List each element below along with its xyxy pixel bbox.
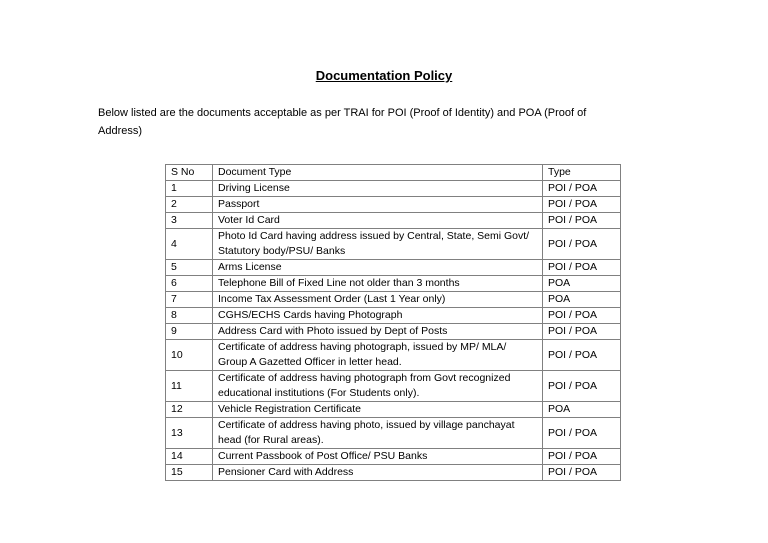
row-type: POI / POA <box>543 449 621 465</box>
row-sno: 10 <box>166 340 213 371</box>
row-document-type: Arms License <box>213 260 543 276</box>
table-row <box>166 276 621 292</box>
row-type: POI / POA <box>543 308 621 324</box>
row-document-type: Income Tax Assessment Order (Last 1 Year only) <box>213 292 543 308</box>
row-type: POA <box>543 276 621 292</box>
row-type: POI / POA <box>543 371 621 402</box>
row-sno: 14 <box>166 449 213 465</box>
table-row <box>166 340 621 371</box>
row-type: POI / POA <box>543 213 621 229</box>
row-document-type: CGHS/ECHS Cards having Photograph <box>213 308 543 324</box>
intro-paragraph: Below listed are the documents acceptable as per TRAI for POI (Proof of Identity) and POA (Proof of Address) <box>98 107 587 137</box>
row-document-type: Address Card with Photo issued by Dept of Posts <box>213 324 543 340</box>
table-row <box>166 213 621 229</box>
table-row <box>166 197 621 213</box>
table-row <box>166 324 621 340</box>
header-type: Type <box>543 165 621 181</box>
row-type: POI / POA <box>543 340 621 371</box>
row-sno: 5 <box>166 260 213 276</box>
documents-table <box>165 164 621 481</box>
table-row <box>166 260 621 276</box>
row-sno: 3 <box>166 213 213 229</box>
row-type: POA <box>543 292 621 308</box>
row-type: POI / POA <box>543 260 621 276</box>
row-type: POI / POA <box>543 229 621 260</box>
row-type: POI / POA <box>543 418 621 449</box>
row-document-type: Driving License <box>213 181 543 197</box>
row-type: POI / POA <box>543 465 621 481</box>
table-row <box>166 371 621 402</box>
row-document-type: Vehicle Registration Certificate <box>213 402 543 418</box>
row-document-type: Voter Id Card <box>213 213 543 229</box>
row-document-type: Current Passbook of Post Office/ PSU Banks <box>213 449 543 465</box>
row-document-type: Photo Id Card having address issued by Central, State, Semi Govt/ Statutory body/PSU/ Banks <box>213 229 543 260</box>
row-document-type: Pensioner Card with Address <box>213 465 543 481</box>
table-row <box>166 229 621 260</box>
row-sno: 13 <box>166 418 213 449</box>
row-document-type: Certificate of address having photograph, issued by MP/ MLA/ Group A Gazetted Officer in letter head. <box>213 340 543 371</box>
row-type: POI / POA <box>543 324 621 340</box>
table-row <box>166 449 621 465</box>
row-sno: 9 <box>166 324 213 340</box>
header-sno: S No <box>166 165 213 181</box>
row-sno: 6 <box>166 276 213 292</box>
table-row <box>166 465 621 481</box>
row-sno: 12 <box>166 402 213 418</box>
row-sno: 4 <box>166 229 213 260</box>
row-sno: 15 <box>166 465 213 481</box>
table-row <box>166 308 621 324</box>
row-type: POA <box>543 402 621 418</box>
table-row <box>166 418 621 449</box>
row-type: POI / POA <box>543 197 621 213</box>
header-document-type: Document Type <box>213 165 543 181</box>
table-header-row <box>166 165 621 181</box>
row-sno: 1 <box>166 181 213 197</box>
row-document-type: Certificate of address having photo, issued by village panchayat head (for Rural areas). <box>213 418 543 449</box>
row-document-type: Telephone Bill of Fixed Line not older than 3 months <box>213 276 543 292</box>
row-type: POI / POA <box>543 181 621 197</box>
table-row <box>166 181 621 197</box>
row-sno: 8 <box>166 308 213 324</box>
table-row <box>166 292 621 308</box>
row-sno: 11 <box>166 371 213 402</box>
row-document-type: Passport <box>213 197 543 213</box>
row-sno: 2 <box>166 197 213 213</box>
table-row <box>166 402 621 418</box>
page-title: Documentation Policy <box>315 68 453 83</box>
row-document-type: Certificate of address having photograph from Govt recognized educational institutions (For Students only). <box>213 371 543 402</box>
row-sno: 7 <box>166 292 213 308</box>
